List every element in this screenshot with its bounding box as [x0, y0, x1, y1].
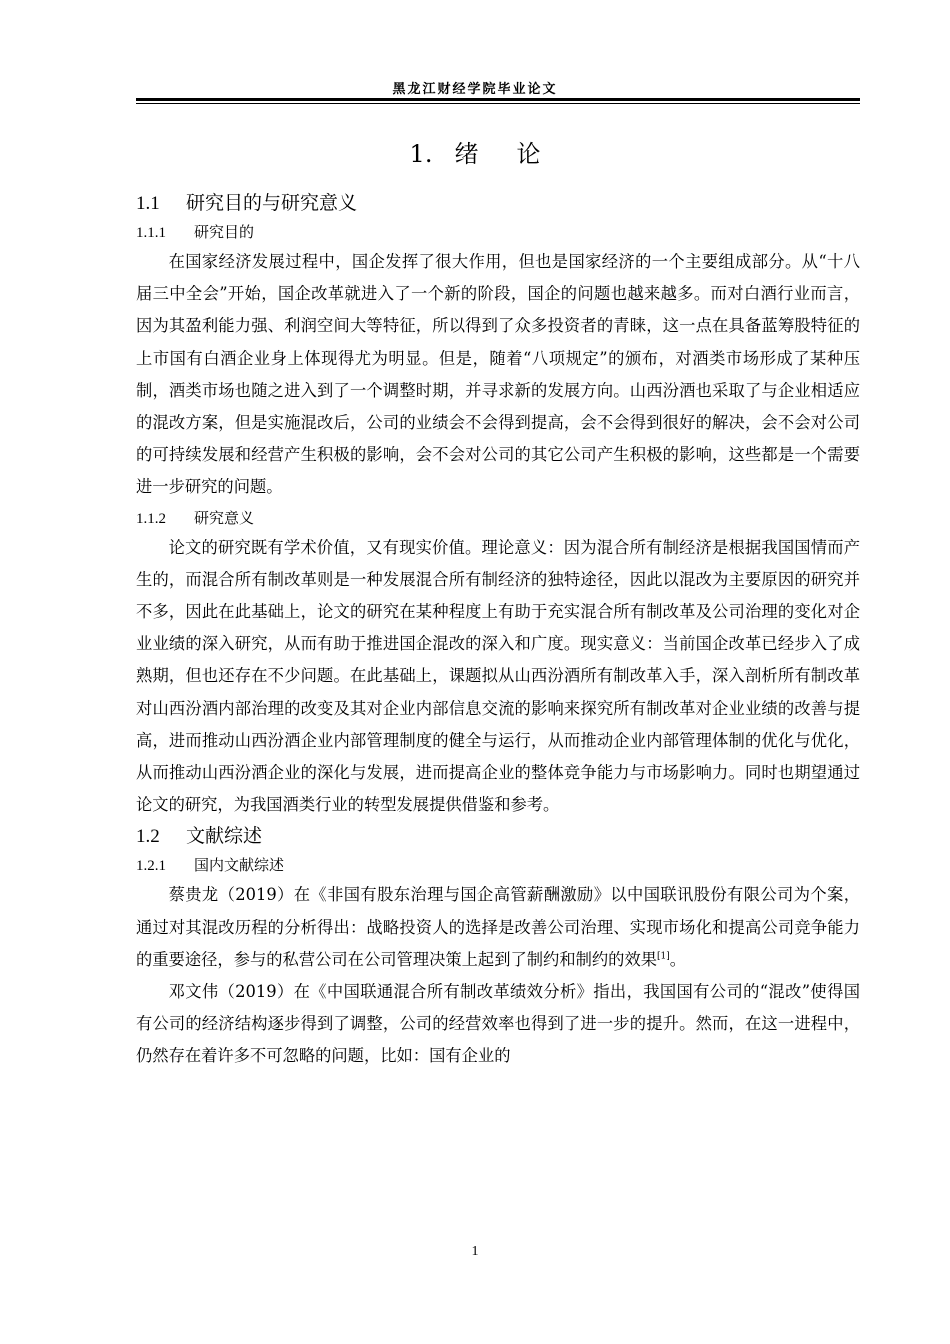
- chapter-title-char-2: 论: [516, 140, 541, 168]
- page-number: 1: [471, 1244, 479, 1259]
- chapter-title-char-1: 绪: [454, 140, 479, 168]
- paragraph-literature-cai: [136, 879, 860, 976]
- subsection-title: 研究意义: [194, 508, 255, 527]
- header-rule-thin: [136, 103, 860, 104]
- paragraph-research-purpose: 在国家经济发展过程中，国企发挥了很大作用，但也是国家经济的一个主要组成部分。从“十八届三中全会”开始，国企改革就进入了一个新的阶段，国企的问题也越来越多。而对白酒行业而言，因为其盈利能力强、利润空间大等特征，所以得到了众多投资者的青睐，这一点在具备蓝筹股特征的上市国有白酒企业身上体现得尤为明显。但是，随着“八项规定”的颁布，对酒类市场形成了某种压制，酒类市场也随之进入到了一个调整时期，并寻求新的发展方向。山西汾酒也采取了与企业相适应的混改方案，但是实施混改后，公司的业绩会不会得到提高，会不会得到很好的解决，会不会对公司的可持续发展和经营产生积极的影响，会不会对公司的其它公司产生积极的影响，这些都是一个需要进一步研究的问题。: [136, 252, 860, 497]
- section-number: 1.2: [136, 826, 160, 848]
- paragraph-literature-deng: 邓文伟（2019）在《中国联通混合所有制改革绩效分析》指出，我国国有公司的“混改”使得国有公司的经济结构逐步得到了调整，公司的经营效率也得到了进一步的提升。然而，在这一进程中，仍然存在着许多不可忽略的问题，比如：国有企业的: [136, 982, 860, 1066]
- subsection-number: 1.1.2: [136, 510, 166, 527]
- paragraph-research-significance: 论文的研究既有学术价值，又有现实价值。理论意义：因为混合所有制经济是根据我国国情而产生的，而混合所有制改革则是一种发展混合所有制经济的独特途径，因此以混改为主要原因的研究并不多，因此在此基础上，论文的研究在某种程度上有助于充实混合所有制改革及公司治理的变化对企业业绩的深入研究，从而有助于推进国企混改的深入和广度。现实意义：当前国企改革已经步入了成熟期，但也还存在不少问题。在此基础上，课题拟从山西汾酒所有制改革入手，深入剖析所有制改革对山西汾酒内部治理的改变及其对企业内部信息交流的影响来探究所有制改革对企业业绩的改善与提高，进而推动山西汾酒企业内部管理制度的健全与运行，从而推动企业内部管理体制的优化与优化，从而推动山西汾酒企业的深化与发展，进而提高企业的整体竞争能力与市场影响力。同时也期望通过论文的研究，为我国酒类行业的转型发展提供借鉴和参考。: [136, 537, 860, 815]
- page-body: [136, 188, 860, 1073]
- header-rule-thick: [136, 98, 860, 101]
- subsection-number: 1.2.1: [136, 858, 166, 875]
- chapter-title: [0, 134, 950, 169]
- section-heading-1-1: [136, 188, 860, 218]
- paragraph-text: 蔡贵龙（2019）在《非国有股东治理与国企高管薪酬激励》以中国联讯股份有限公司为个案，通过对其混改历程的分析得出：战略投资人的选择是改善公司治理、实现市场化和提高公司竞争能力的重要途径，参与的私营公司在公司管理决策上起到了制约和制约的效果: [136, 885, 860, 969]
- subsection-heading-1-1-2: [136, 504, 860, 532]
- paragraph-end: 。: [669, 949, 687, 969]
- citation-ref: [1]: [657, 951, 670, 962]
- section-number: 1.1: [136, 193, 160, 214]
- subsection-heading-1-2-1: [136, 851, 860, 879]
- section-title: 研究目的与研究意义: [186, 192, 358, 214]
- section-heading-1-2: [136, 821, 860, 851]
- running-header-title: 黑龙江财经学院毕业论文: [392, 82, 558, 97]
- chapter-number: 1.: [409, 140, 433, 168]
- subsection-heading-1-1-1: [136, 218, 860, 246]
- section-title: 文献综述: [186, 825, 263, 848]
- subsection-title: 研究目的: [194, 223, 255, 241]
- subsection-title: 国内文献综述: [194, 856, 285, 875]
- subsection-number: 1.1.1: [136, 225, 166, 241]
